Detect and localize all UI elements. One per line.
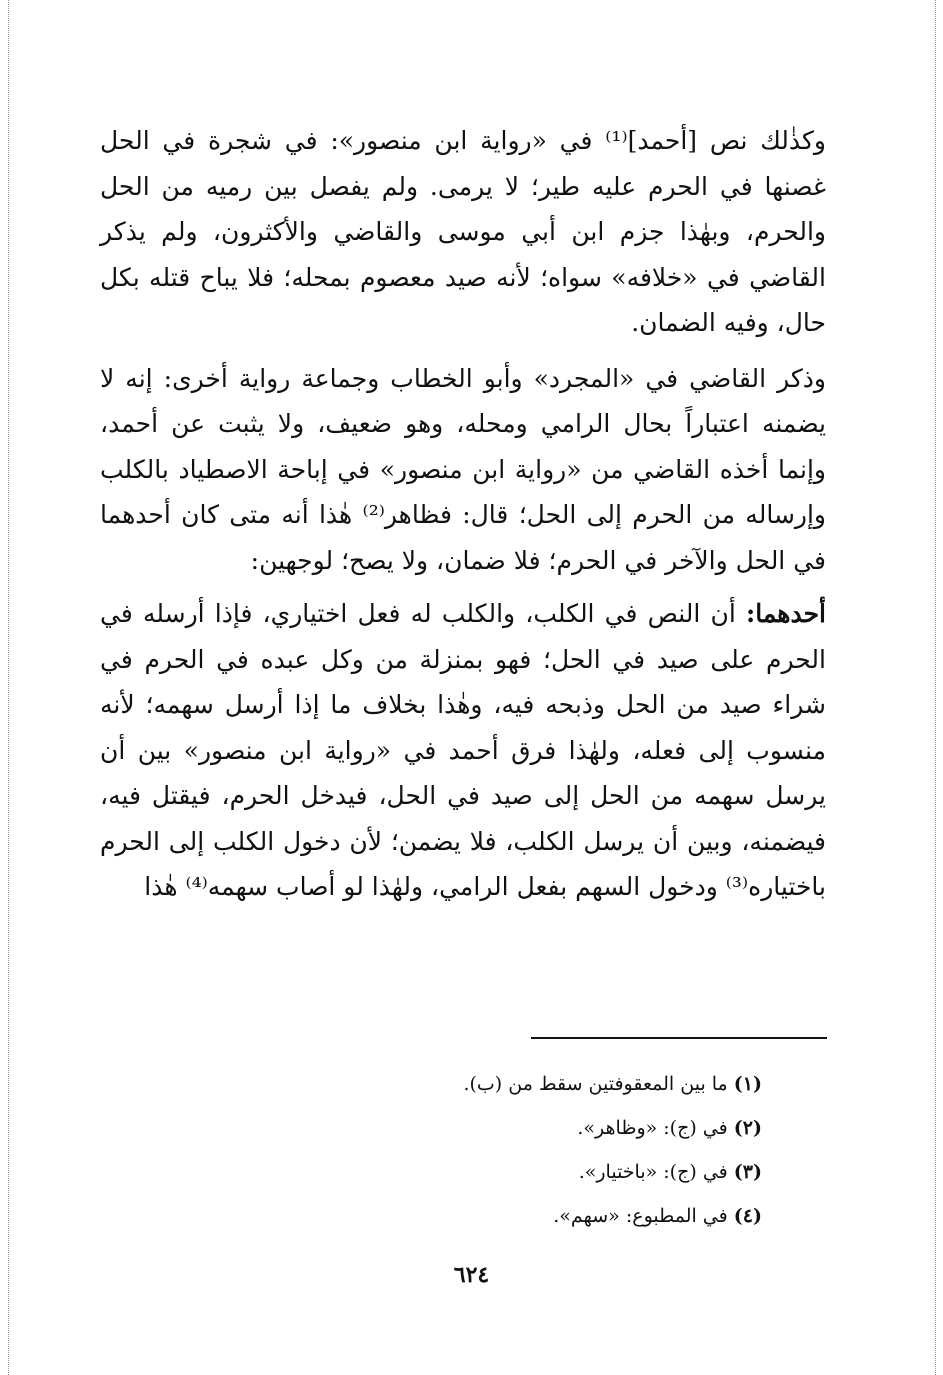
- footnote-text: في (ج): «باختيار».: [578, 1161, 728, 1183]
- footnote-separator: [531, 1037, 827, 1039]
- footnote-number: (٢): [733, 1117, 762, 1139]
- page-number: ٦٢٤: [453, 1262, 490, 1288]
- footnote-1: [300, 1062, 762, 1106]
- page-edge-left: [8, 0, 9, 1375]
- paragraph-3-text: أن النص في الكلب، والكلب له فعل اختياري، فإذا أرسله في الحرم على صيد في الحل؛ فهو بمنزلة من وكل عبده في الحرم في شراء صيد من الحل وذبحه فيه، وهٰذا بخلاف ما إذا أرسل سهمه؛ لأنه منسوب إلى فعله، ولهٰذا فرق أحمد في «رواية ابن منصور» بين أن يرسل سهمه من الحل إلى صيد في الحل، فيدخل الحرم، فيقتل فيه، فيضمنه، وبين أن يرسل الكلب، فلا يضمن؛ لأن دخول الكلب إلى الحرم باختياره⁽³⁾ ودخول السهم بفعل الرامي، ولهٰذا لو أصاب سهمه⁽⁴⁾ هٰذا: [100, 599, 826, 901]
- footnote-number: (١): [733, 1073, 762, 1095]
- paragraph-1: وكذٰلك نص [أحمد]⁽¹⁾ في «رواية ابن منصور»: في شجرة في الحل غصنها في الحرم عليه طير؛ لا يرمى. ولم يفصل بين رميه من الحل والحرم، وبهٰذا جزم ابن أبي موسى والقاضي والأكثرون، ولم يذكر القاضي في «خلافه» سواه؛ لأنه صيد معصوم بمحله؛ فلا يباح قتله بكل حال، وفيه الضمان.: [100, 126, 826, 337]
- footnote-number: (٣): [733, 1161, 762, 1183]
- paragraph-2: وذكر القاضي في «المجرد» وأبو الخطاب وجماعة رواية أخرى: إنه لا يضمنه اعتباراً بحال الرامي ومحله، وهو ضعيف، ولا يثبت عن أحمد، وإنما أخذه القاضي من «رواية ابن منصور» في إباحة الاصطياد بالكلب وإرساله من الحرم إلى الحل؛ قال: فظاهر⁽²⁾ هٰذا أنه متى كان أحدهما في الحل والآخر في الحرم؛ فلا ضمان، ولا يصح؛ لوجهين:: [100, 363, 826, 575]
- paragraph-3-lead: أحدهما:: [745, 599, 826, 628]
- footnote-number: (٤): [733, 1205, 762, 1227]
- paragraph-3: [100, 591, 826, 910]
- footnote-3: [300, 1150, 762, 1194]
- page-edge-right: [935, 0, 936, 1375]
- footnotes: [300, 1062, 762, 1238]
- footnote-text: في (ج): «وظاهر».: [577, 1117, 728, 1139]
- footnote-text: ما بين المعقوفتين سقط من (ب).: [463, 1073, 728, 1095]
- footnote-2: [300, 1106, 762, 1150]
- footnote-4: [300, 1194, 762, 1238]
- main-text: [100, 118, 826, 910]
- footnote-text: في المطبوع: «سهم».: [553, 1205, 728, 1227]
